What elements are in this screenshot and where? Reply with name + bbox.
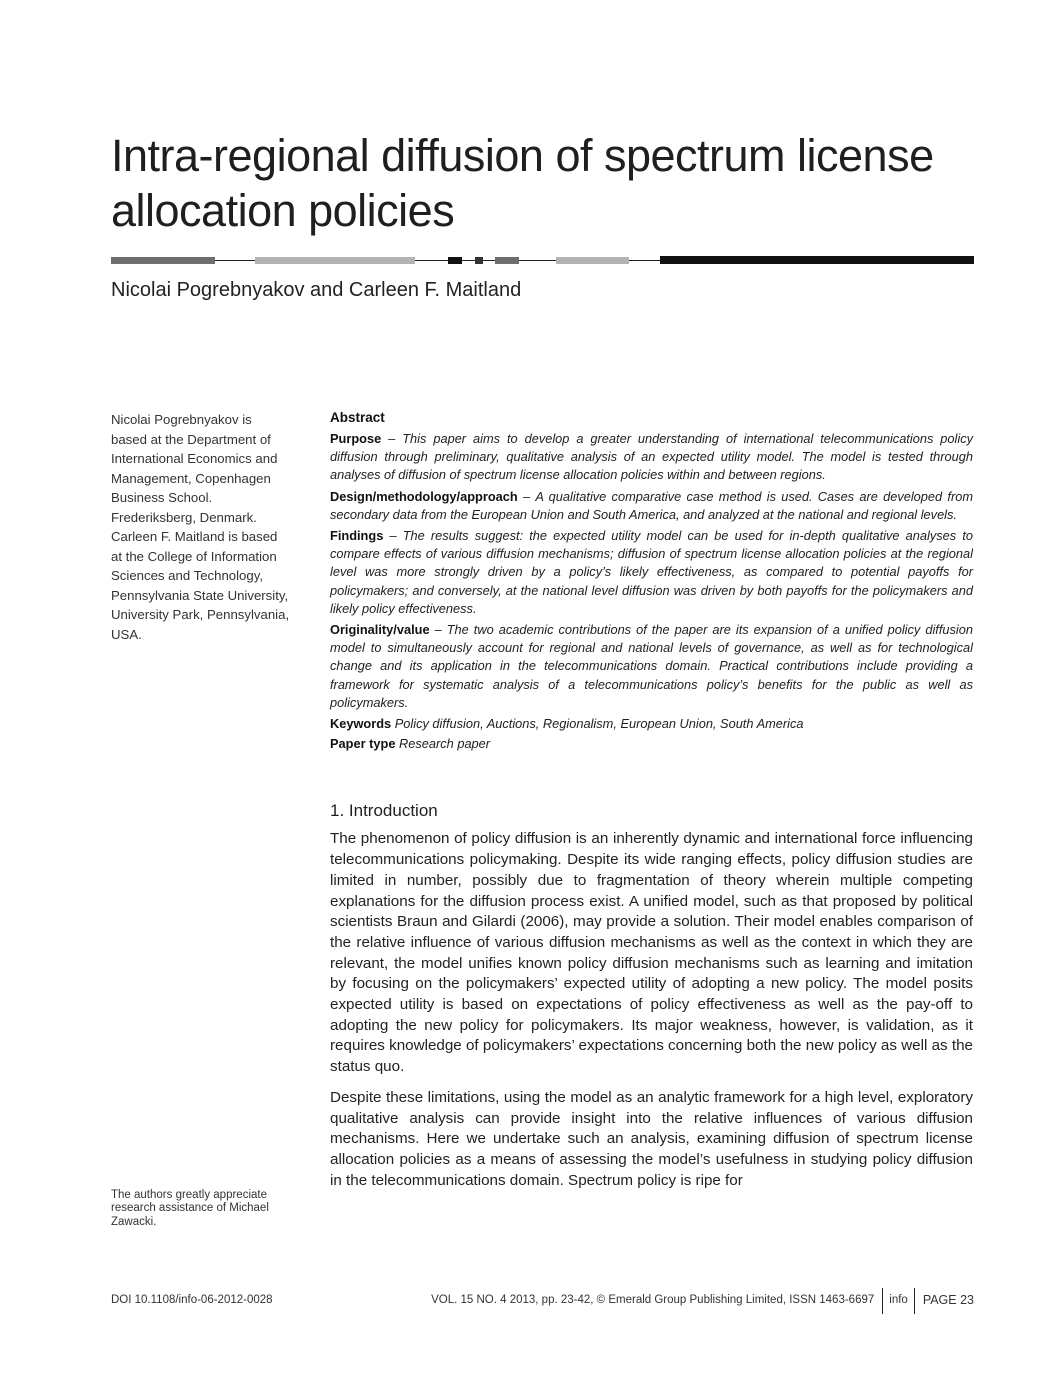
abstract-text: This paper aims to develop a greater understanding of international telecommunications policy diffusion through preliminary, qualitative analysis of an expected utility model. The model is tested through analyses of diffusion of spectrum license allocation policies within and between regions.	[330, 431, 973, 483]
footer-journal: info	[882, 1288, 914, 1314]
page-footer	[111, 1288, 974, 1314]
paper-type-text: Research paper	[399, 736, 491, 752]
abstract-findings	[330, 527, 973, 618]
acknowledgement-note: The authors greatly appreciate research assistance of Michael Zawacki.	[111, 1189, 269, 1228]
abstract-separator: –	[429, 622, 447, 638]
abstract-text: The results suggest: the expected utility model can be used for in-depth qualitative analyses to compare effects of various diffusion mechanisms; diffusion of spectrum license allocation policies at the regional level was more strongly driven by a policy’s likely effectiveness, as compared to potential payoffs for policymakers; and conversely, at the national level diffusion was driven by both payoffs for the policymakers and likely policy effectiveness.	[330, 528, 973, 616]
abstract-label: Findings	[330, 528, 384, 544]
abstract-originality	[330, 621, 973, 712]
author-affiliations	[111, 410, 291, 644]
intro-paragraph: Despite these limitations, using the model as an analytic framework for a high level, exploratory qualitative analysis can provide insight into the relative influences of various diffusion mechanisms. Here we undertake such an analysis, examining diffusion of spectrum license allocation policies as a means of assessing the model’s usefulness in studying policy diffusion in the telecommunications domain. Spectrum policy is ripe for	[330, 1088, 973, 1189]
abstract-heading: Abstract	[330, 410, 385, 425]
abstract-label: Purpose	[330, 431, 382, 446]
title-rule	[111, 254, 974, 266]
abstract-separator: –	[381, 431, 403, 446]
keywords-text: Policy diffusion, Auctions, Regionalism, European Union, South America	[394, 716, 804, 732]
abstract-text: A qualitative comparative case method is used. Cases are developed from secondary data from the European Union and South America, and analyzed at the national and regional levels.	[330, 488, 974, 522]
main-column	[330, 410, 973, 1201]
abstract-purpose	[330, 430, 973, 485]
affiliation-pogrebnyakov: Nicolai Pogrebnyakov is based at the Department of International Economics and Management, Copenhagen Business School. Frederiksberg, Denmark.	[111, 412, 278, 525]
author-names: Nicolai Pogrebnyakov and Carleen F. Maitland	[111, 279, 522, 301]
abstract-keywords	[330, 715, 973, 733]
affiliation-maitland: Carleen F. Maitland is based at the College of Information Sciences and Technology, Pennsylvania State University, University Park, Pennsylvania, USA.	[111, 529, 290, 642]
abstract-separator: –	[383, 528, 403, 544]
section-heading-introduction: 1. Introduction	[330, 801, 438, 821]
intro-paragraph: The phenomenon of policy diffusion is an inherently dynamic and international force influencing telecommunications policymaking. Despite its wide ranging effects, policy diffusion studies are limited in number, possibly due to fragmentation of theory wherein multiple competing explanations for the diffusion process exist. A unified model, such as that proposed by political scientists Braun and Gilardi (2006), may provide a solution. Their model enables comparison of the relative influence of various diffusion mechanisms as well as the context in which they are relevant, the model unifies known policy diffusion mechanisms such as learning and imitation by focusing on the policymakers’ expected utility of adopting a new policy. The model posits expected utility is based on expectations of policy effectiveness as well as the pay-off to adopting the new policy for policymakers. Its major weakness, however, is validation, as it requires knowledge of policymakers’ expectations concerning both the new policy as well as the status quo.	[330, 830, 973, 1076]
abstract-label: Originality/value	[330, 622, 430, 638]
keywords-label: Keywords	[330, 716, 392, 732]
footer-doi: DOI 10.1108/info-06-2012-0028	[111, 1294, 273, 1306]
abstract-label: Design/methodology/approach	[330, 488, 518, 504]
article-title: Intra-regional diffusion of spectrum license allocation policies	[111, 130, 934, 236]
footer-volume: VOL. 15 NO. 4 2013, pp. 23-42, © Emerald Group Publishing Limited, ISSN 1463-6697	[431, 1294, 875, 1306]
abstract-separator: –	[517, 488, 536, 504]
paper-type-label: Paper type	[330, 736, 396, 752]
footer-page-number: PAGE 23	[914, 1288, 974, 1314]
abstract-paper-type	[330, 735, 973, 753]
abstract-text: The two academic contributions of the paper are its expansion of a unified policy diffusion model to simultaneously account for regional and national levels of governance, as well as for technological change and its application in the telecommunications domain. Practical contributions include providing a framework for systematic analysis of a telecommunications policy’s benefits for the public as well as policymakers.	[330, 622, 973, 710]
abstract-design	[330, 488, 973, 524]
footer-right	[431, 1288, 974, 1314]
